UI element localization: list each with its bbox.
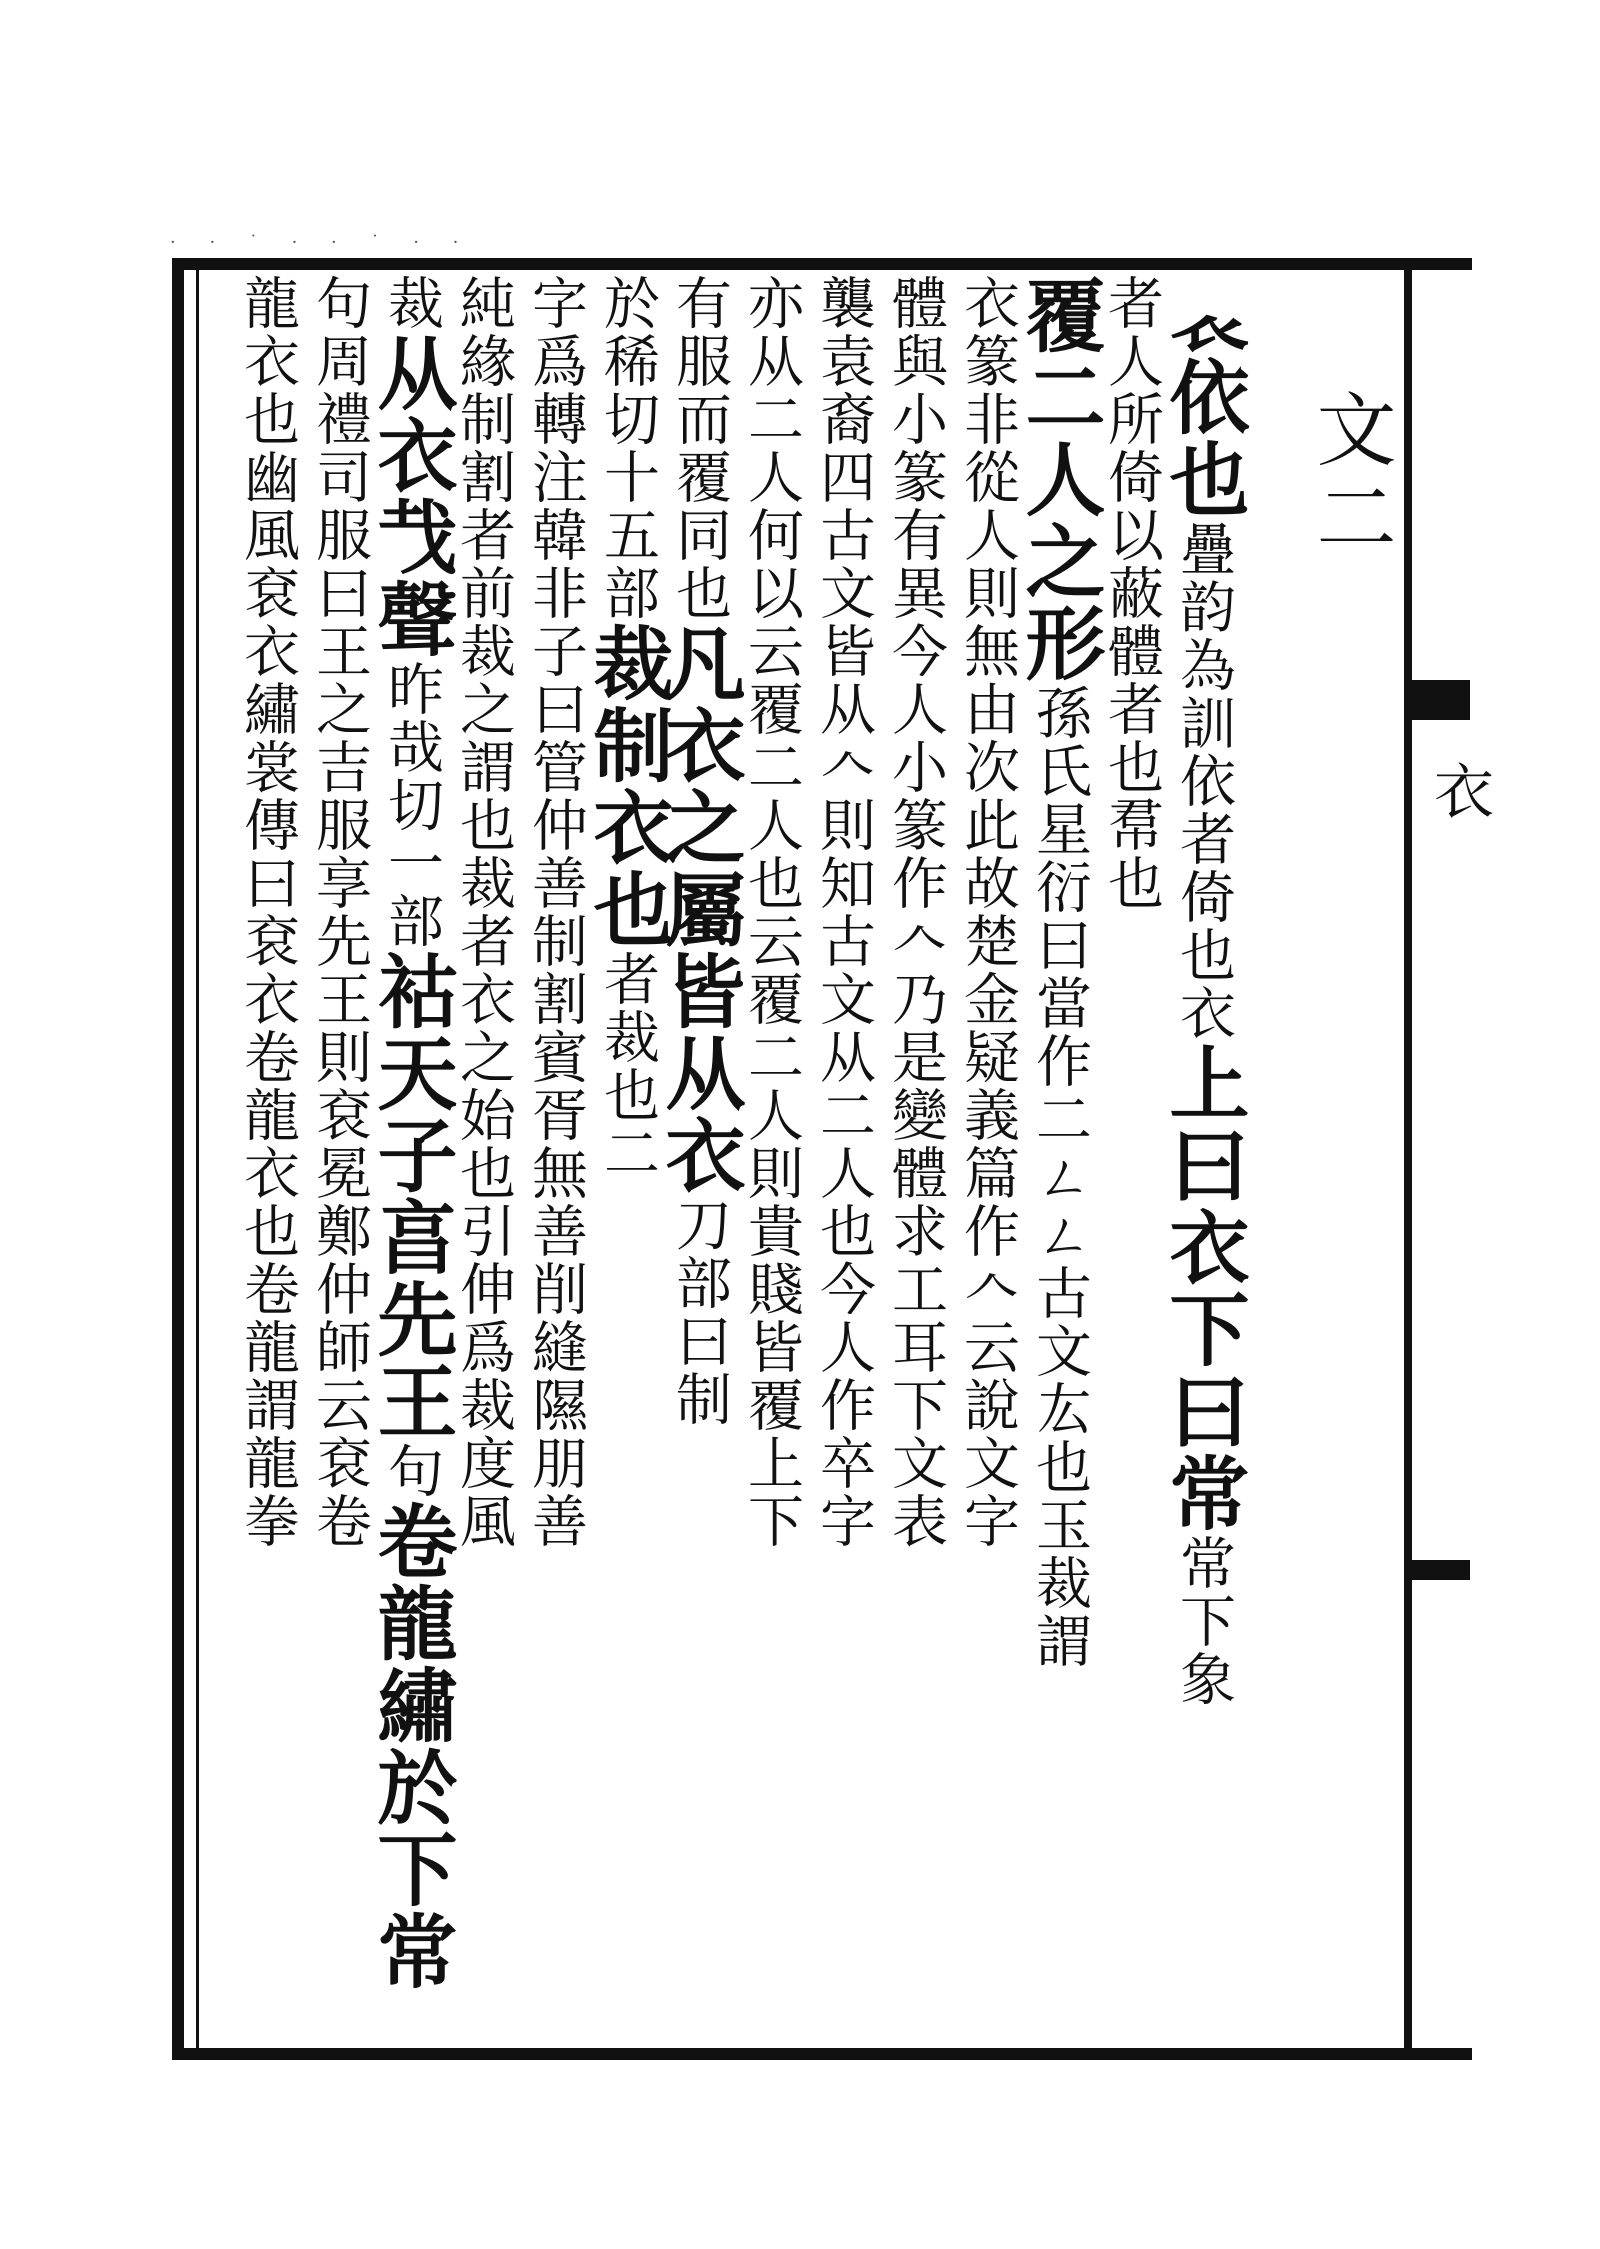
text-column — [234, 274, 300, 1550]
main-text: 从衣𢦏聲 — [364, 332, 458, 660]
commentary-text: 疊韵為訓依者倚也衣 — [1171, 520, 1236, 1042]
commentary-text: 襲袁裔四古文皆从𠆢則知古文从二人也今人作卒字 — [811, 274, 876, 1550]
main-text: 卷龍繡於下常 — [364, 1500, 458, 1992]
text-column — [810, 274, 876, 1550]
commentary-text: 亦从二人何以云覆二人也云覆二人則貴賤皆覆上下 — [739, 274, 804, 1550]
commentary-text: 帬也 — [1099, 796, 1164, 912]
main-text: 依也 — [1156, 356, 1250, 520]
commentary-text: 句周禮司服曰王之吉服享先王則袞冕鄭仲師云袞卷 — [307, 274, 372, 1550]
text-column — [954, 274, 1020, 1550]
text-column — [652, 274, 746, 1428]
main-text: 𧙖天子亯先王 — [364, 950, 458, 1442]
commentary-text: 者人所倚以蔽體者也 — [1099, 274, 1164, 796]
commentary-text: 昨哉切一部 — [379, 660, 444, 950]
text-column — [1098, 274, 1164, 912]
commentary-text: 裁 — [379, 274, 444, 332]
fold-mark-bottom — [1410, 1560, 1470, 1580]
top-margin-noise: · · ˙ · · ˙ · · — [170, 232, 473, 253]
text-column — [882, 274, 948, 1550]
commentary-text: 刀部曰制 — [667, 1196, 732, 1428]
main-text: 𧘇 — [1156, 274, 1250, 356]
fold-glyph-mid: 衣 — [1424, 760, 1494, 820]
commentary-text: 純緣制割者前裁之謂也裁者衣之始也引伸爲裁度風 — [451, 274, 516, 1550]
inner-left-rule — [196, 270, 199, 2048]
main-text: 裁 — [580, 622, 674, 704]
main-text: 凡衣之屬皆从衣 — [652, 622, 746, 1196]
commentary-text: 者裁也二 — [595, 950, 660, 1182]
commentary-text: 句 — [379, 1442, 444, 1500]
text-column — [364, 274, 458, 1992]
fold-mark-top — [1410, 680, 1470, 720]
main-text: 上曰衣下曰常 — [1156, 1042, 1250, 1534]
text-column — [1012, 274, 1106, 1670]
commentary-text: 有服而覆同也 — [667, 274, 732, 622]
text-column — [580, 274, 674, 1182]
text-column — [450, 274, 516, 1550]
main-text: 覆二人之形 — [1012, 274, 1106, 684]
text-column — [522, 274, 588, 1550]
text-column — [306, 274, 372, 1550]
text-column — [738, 274, 804, 1550]
commentary-text: 孫氏星衍曰當作二ㄥㄥ古文厷也玉裁謂 — [1027, 684, 1092, 1670]
commentary-text: 常下象 — [1171, 1534, 1236, 1708]
text-column — [1156, 274, 1250, 1708]
commentary-text: 體與小篆有異今人小篆作𠆢乃是變體求工耳下文表 — [883, 274, 948, 1550]
commentary-text: 衣篆非從人則無由次此故楚金疑義篇作𠆢云說文字 — [955, 274, 1020, 1550]
commentary-text: 於稀切十五部 — [595, 274, 660, 622]
commentary-text: 龍衣也幽風袞衣繡裳傳曰袞衣卷龍衣也卷龍謂龍拳 — [235, 274, 300, 1550]
main-text: 制衣也 — [580, 704, 674, 950]
commentary-text: 字爲轉注韓非子曰管仲善制割賓胥無善削縫隰朋善 — [523, 274, 588, 1550]
section-heading: 文二 — [1303, 388, 1396, 564]
